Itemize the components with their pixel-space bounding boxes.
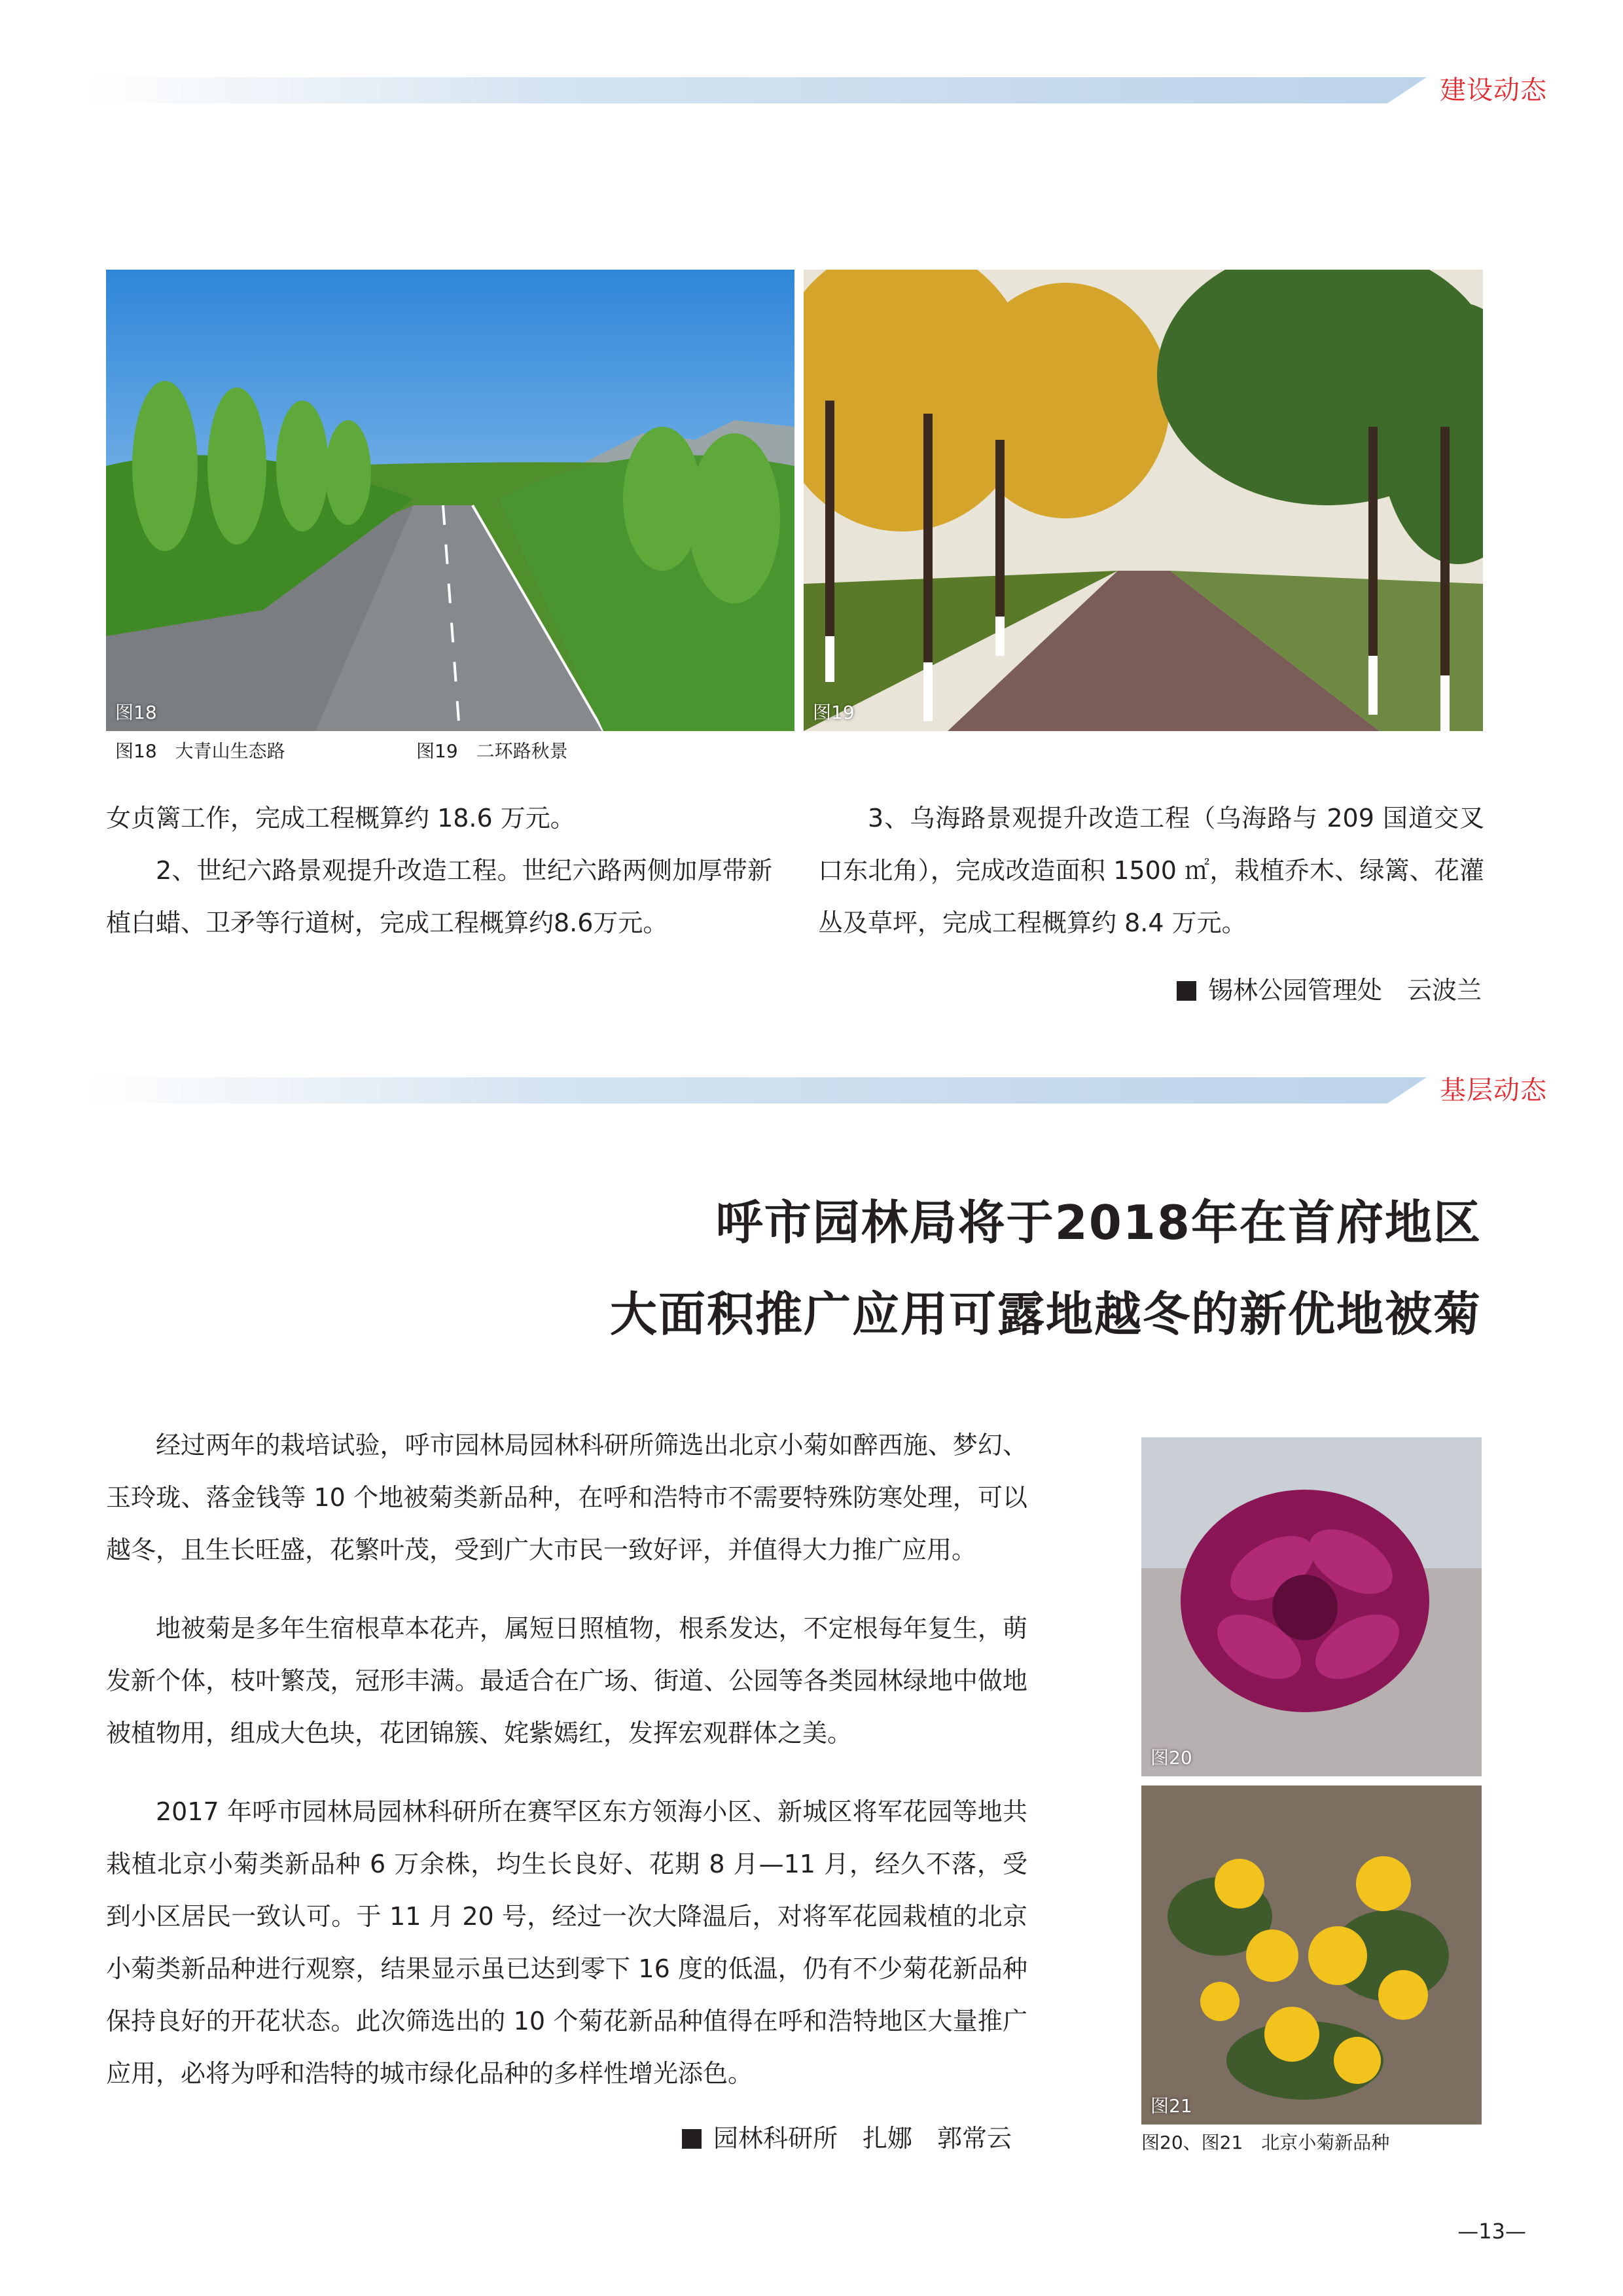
photo-fig19-autumn-road (804, 270, 1483, 731)
article1-signature (1177, 974, 1482, 1007)
photo-fig21-yellow-chrysanthemum (1141, 1785, 1482, 2125)
article2-title-line2: 大面积推广应用可露地越冬的新优地被菊 (609, 1287, 1482, 1342)
caption-fig19: 图19 二环路秋景 (416, 740, 568, 762)
section-band-mid-bar (85, 1077, 1427, 1103)
section-label-top: 建设动态 (1440, 75, 1547, 105)
article1-signature-text: 锡林公园管理处 云波兰 (1207, 976, 1482, 1005)
signature-square-icon (1177, 981, 1196, 1001)
article1-left-p2: 2、世纪六路景观提升改造工程。世纪六路两侧加厚带新植白蜡、卫矛等行道树，完成工程概算约8.6万元。 (106, 856, 772, 937)
article2-signature (682, 2122, 1012, 2155)
photo-fig20-purple-chrysanthemum (1141, 1437, 1482, 1776)
fig20-tag: 图20 (1150, 1747, 1192, 1768)
caption-fig18: 图18 大青山生态路 (115, 740, 285, 762)
section-band-top-bar (85, 77, 1427, 103)
photo-fig18-road (106, 270, 794, 731)
article1-left-p1: 女贞篱工作，完成工程概算约 18.6 万元。 (106, 804, 575, 833)
page-number: —13— (1457, 2219, 1526, 2244)
fig19-tag: 图19 (813, 702, 855, 723)
article2-signature-text: 园林科研所 扎娜 郭常云 (713, 2124, 1012, 2153)
fig18-tag: 图18 (115, 702, 157, 723)
article2-p1: 经过两年的栽培试验，呼市园林局园林科研所筛选出北京小菊如醉西施、梦幻、玉玲珑、落金钱等 10 个地被菊类新品种，在呼和浩特市不需要特殊防寒处理，可以越冬，且生长旺盛，花繁叶茂，受到广大市民一致好评，并值得大力推广应用。 (106, 1431, 1027, 1564)
article2-p2: 地被菊是多年生宿根草本花卉，属短日照植物，根系发达，不定根每年复生，萌发新个体，枝叶繁茂，冠形丰满。最适合在广场、街道、公园等各类园林绿地中做地被植物用，组成大色块，花团锦簇、姹紫嫣红，发挥宏观群体之美。 (106, 1614, 1027, 1748)
signature-square-icon (682, 2129, 702, 2149)
article2-title-line1: 呼市园林局将于2018年在首府地区 (715, 1195, 1482, 1250)
caption-fig20-21: 图20、图21 北京小菊新品种 (1141, 2132, 1390, 2153)
article1-right-p1: 3、乌海路景观提升改造工程（乌海路与 209 国道交叉口东北角），完成改造面积 1500 ㎡，栽植乔木、绿篱、花灌丛及草坪，完成工程概算约 8.4 万元。 (818, 804, 1484, 937)
section-band-top (85, 75, 1547, 105)
section-band-mid (85, 1075, 1547, 1105)
fig21-tag: 图21 (1150, 2095, 1192, 2117)
section-label-mid: 基层动态 (1440, 1075, 1547, 1105)
article2-p3: 2017 年呼市园林局园林科研所在赛罕区东方领海小区、新城区将军花园等地共栽植北京小菊类新品种 6 万余株，均生长良好、花期 8 月—11 月，经久不落，受到小区居民一致认可。于 11 月 20 号，经过一次大降温后，对将军花园栽植的北京小菊类新品种进行观察，结果显示虽已达到零下 16 度的低温，仍有不少菊花新品种保持良好的开花状态。此次筛选出的 10 个菊花新品种值得在呼和浩特地区大量推广应用，必将为呼和浩特的城市绿化品种的多样性增光添色。 (106, 1797, 1027, 2088)
